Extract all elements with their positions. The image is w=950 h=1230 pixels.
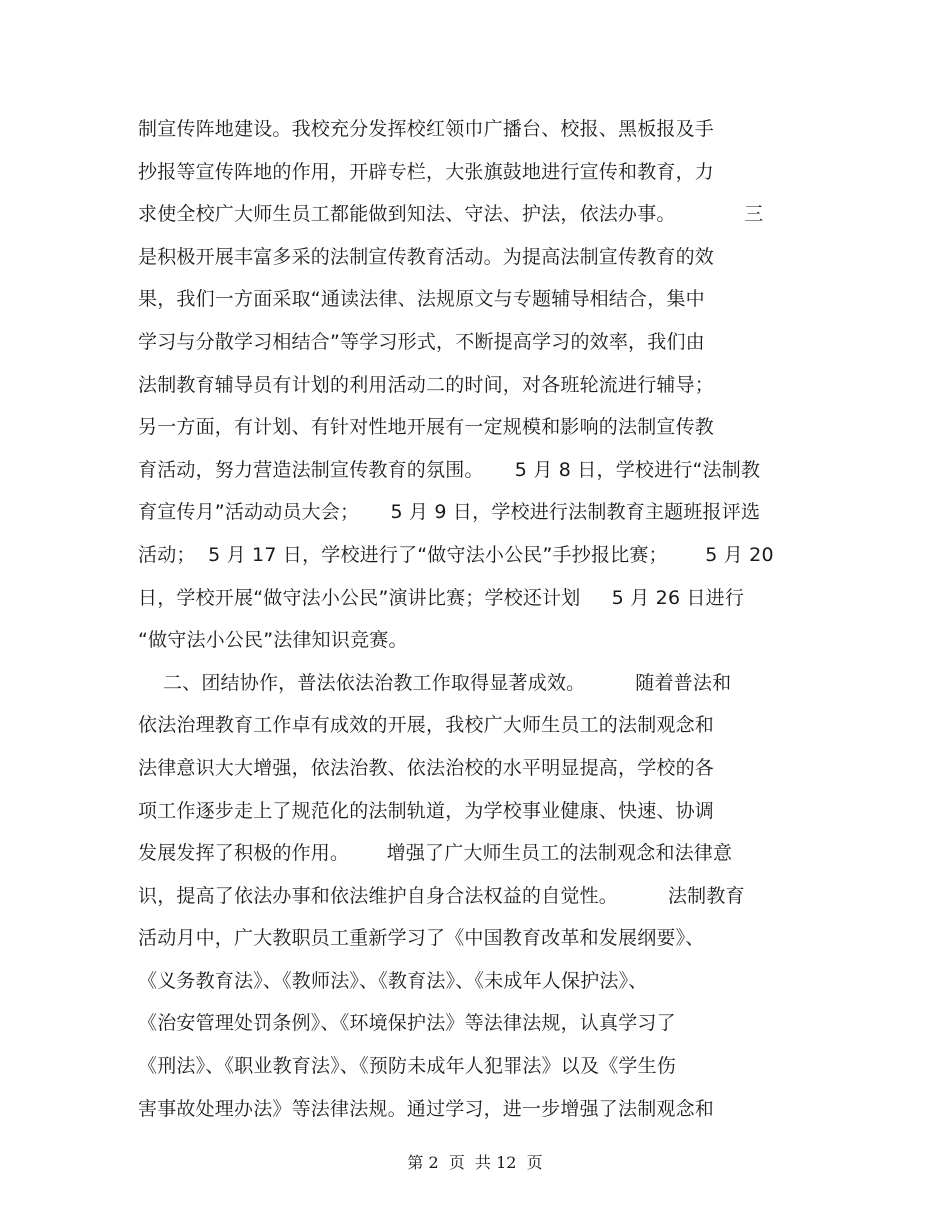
text-line: 学习与分散学习相结合”等学习形式，不断提高学习的效率，我们由 (138, 330, 705, 353)
text-line: 果，我们一方面采取“通读法律、法规原文与专题辅导相结合，集中 (138, 288, 705, 311)
text-line: 《治安管理处罚条例》、《环境保护法》等法律法规，认真学习了 (138, 1012, 676, 1035)
text-line: 制宣传阵地建设。我校充分发挥校红领巾广播台、校报、黑板报及手 (138, 118, 715, 140)
text-line: 求使全校广大师生员工都能做到知法、守法、护法，依法办事。 三 (138, 203, 764, 226)
body-text (138, 108, 818, 1130)
text-line: 抄报等宣传阵地的作用，开辟专栏，大张旗鼓地进行宣传和教育，力 (138, 160, 715, 183)
text-line: 发展发挥了积极的作用。 增强了广大师生员工的法制观念和法律意 (138, 842, 733, 865)
page-number: 第 2 页 共 12 页 (407, 1153, 543, 1172)
text-line: 活动月中，广大教职员工重新学习了《中国教育改革和发展纲要》、 (138, 927, 705, 950)
text-line: 是积极开展丰富多采的法制宣传教育活动。为提高法制宣传教育的效 (138, 245, 715, 268)
text-line: 日，学校开展“做守法小公民”演讲比赛；学校还计划 5 月 26 日进行 (138, 586, 745, 609)
text-line: 法律意识大大增强，依法治教、依法治校的水平明显提高，学校的各 (138, 756, 715, 779)
text-line: 项工作逐步走上了规范化的法制轨道，为学校事业健康、快速、协调 (138, 799, 715, 822)
text-line: “做守法小公民”法律知识竞赛。 (138, 629, 408, 652)
text-line: 《刑法》、《职业教育法》、《预防未成年人犯罪法》以及《学生伤 (138, 1055, 677, 1078)
text-line: 害事故处理办法》等法律法规。通过学习，进一步增强了法制观念和 (138, 1097, 715, 1120)
text-line: 另一方面，有计划、有针对性地开展有一定规模和影响的法制宣传教 (138, 416, 715, 439)
text-line: 育宣传月”活动动员大会； 5 月 9 日，学校进行法制教育主题班报评选 (138, 501, 761, 524)
text-line: 依法治理教育工作卓有成效的开展，我校广大师生员工的法制观念和 (138, 714, 715, 737)
text-line: 育活动，努力营造法制宣传教育的氛围。 5 月 8 日，学校进行“法制教 (138, 458, 761, 481)
text-line: 活动； 5 月 17 日，学校进行了“做守法小公民”手抄报比赛； 5 月 20 (138, 543, 774, 566)
text-line: 识，提高了依法办事和依法维护自身合法权益的自觉性。 法制教育 (138, 884, 745, 907)
text-line: 《义务教育法》、《教师法》、《教育法》、《未成年人保护法》、 (138, 969, 648, 992)
text-line: 二、团结协作，普法依法治教工作取得显著成效。 随着普法和 (138, 671, 732, 694)
text-line: 法制教育辅导员有计划的利用活动二的时间，对各班轮流进行辅导； (138, 373, 715, 396)
